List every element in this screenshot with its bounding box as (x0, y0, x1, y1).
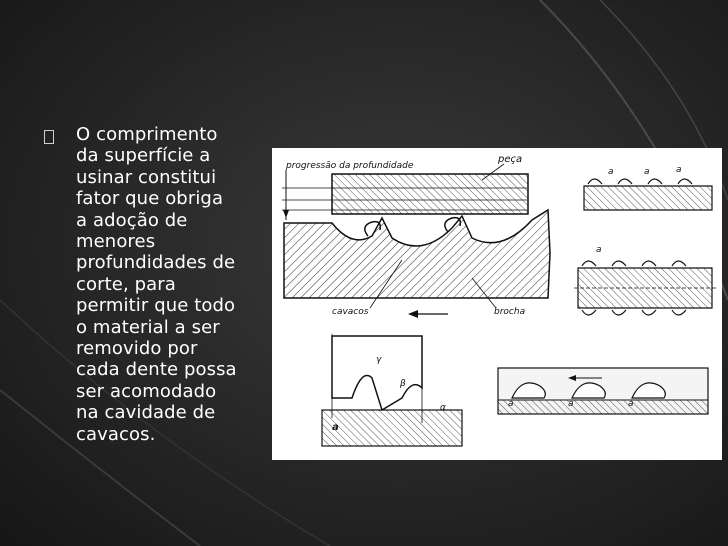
svg-text:a: a (568, 399, 574, 409)
detail-top-right (584, 165, 712, 210)
broach-label: brocha (494, 307, 526, 317)
bullet-text: O comprimento da superfície a usinar constitui fator que obriga a adoção de menores profundidades de corte, para permitir que todo o material a ser removido por cada dente possa ser acomodado na cavidade de cavacos. (76, 124, 237, 445)
svg-text:α: α (440, 403, 446, 413)
svg-text:a: a (596, 245, 602, 255)
bullet-icon (44, 130, 54, 144)
chips-label: cavacos (332, 307, 369, 317)
svg-text:a: a (608, 167, 614, 177)
svg-text:a: a (676, 165, 682, 175)
main-broach-drawing (282, 154, 550, 318)
progression-label: progressão da profundidade (286, 161, 414, 171)
svg-text:a: a (332, 422, 339, 433)
svg-text:a: a (644, 167, 650, 177)
svg-text:γ: γ (376, 355, 382, 365)
svg-text:a: a (508, 399, 514, 409)
chips-cavity-detail (498, 368, 708, 414)
svg-text:a: a (628, 399, 634, 409)
part-label: peça (498, 154, 523, 165)
broaching-figure (272, 148, 722, 460)
svg-text:β: β (400, 379, 406, 389)
tooth-geometry-detail (322, 334, 462, 446)
detail-middle-right (574, 245, 716, 315)
